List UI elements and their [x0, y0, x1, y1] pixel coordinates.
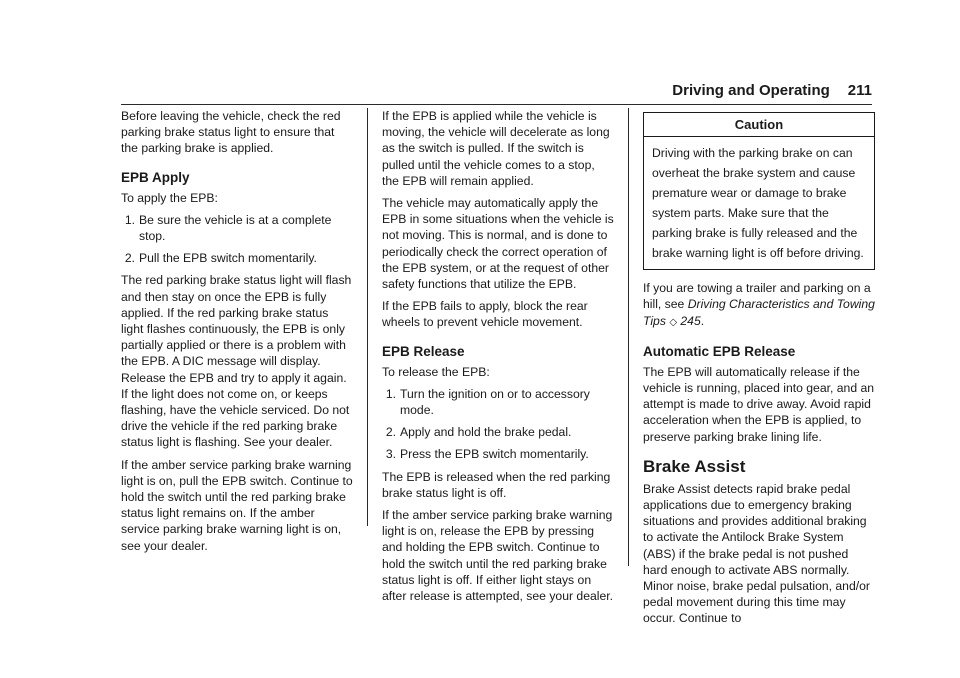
header-rule: [121, 104, 872, 105]
steps-list: [382, 386, 614, 463]
paragraph: The vehicle may automatically apply the EPB in some situations when the vehicle is not moving. This is normal, and is done to periodically check the correct operation of the EPB system, or at the request of other safety functions that utilize the EPB.: [382, 196, 614, 292]
paragraph: If the amber service parking brake warning light is on, release the EPB by pressing and holding the EPB switch. Continue to hold the switch until the red parking brake status light is off. If either light stays on after release is attempted, see your dealer.: [382, 508, 614, 604]
page-header: [672, 82, 872, 99]
step-text: Turn the ignition on or to accessory mode.: [400, 386, 590, 418]
step-text: Pull the EPB switch momentarily.: [139, 251, 317, 266]
paragraph: Before leaving the vehicle, check the red parking brake status light to ensure that the parking brake is applied.: [121, 109, 341, 156]
list-item: [382, 446, 614, 462]
step-text: Apply and hold the brake pedal.: [400, 425, 572, 440]
paragraph: If the EPB is applied while the vehicle is moving, the vehicle will decelerate as long as the switch is pulled. If the switch is pulled until the vehicle comes to a stop, the EPB will remain applied.: [382, 109, 610, 188]
page-number: 211: [847, 82, 872, 99]
step-number: 2.: [385, 425, 396, 440]
paragraph: To release the EPB:: [382, 364, 490, 379]
paragraph: The red parking brake status light will flash and then stay on once the EPB is fully applied. If the red parking brake status light flashes continuously, the EPB is only partially applied or there is a problem with the EPB. A DIC message will display. Release the EPB and try to apply it again. If the light does not come on, or keeps flashing, have the vehicle serviced. Do not drive the vehicle if the red parking brake status light is flashing. See your dealer.: [121, 273, 352, 450]
text-span: .: [700, 313, 705, 328]
step-number: 2.: [124, 251, 135, 266]
paragraph: The EPB will automatically release if the vehicle is running, placed into gear, and an attempt is made to drive away. Avoid rapid acceleration when the EPB is applied, to preserve parking brake lining life.: [643, 364, 875, 444]
list-item: [382, 386, 614, 418]
step-number: 1.: [385, 386, 396, 401]
link-text: Driving Characteristics and Towing Tips: [643, 297, 875, 328]
heading-brake-assist: Brake Assist: [643, 456, 746, 476]
heading-epb-apply: EPB Apply: [121, 169, 190, 185]
step-number: 1.: [124, 212, 135, 227]
text-span: If you are towing a trailer and parking on a hill, see: [643, 281, 871, 312]
page-reference-icon: ◇: [669, 316, 678, 328]
paragraph: To apply the EPB:: [121, 190, 218, 205]
list-item: [121, 250, 353, 266]
column-2: [382, 108, 614, 610]
column-divider-2: [628, 108, 629, 566]
column-3: [643, 108, 875, 633]
heading-automatic-epb-release: Automatic EPB Release: [643, 343, 796, 359]
step-text: Press the EPB switch momentarily.: [400, 447, 589, 462]
column-1: [121, 108, 353, 560]
caution-body: Driving with the parking brake on can overheat the brake system and cause premature wear or damage to brake system parts. Make sure that the parking brake is fully released and the brake warning light is off before driving.: [652, 146, 864, 261]
paragraph: [643, 280, 875, 331]
steps-list: [121, 212, 353, 267]
paragraph: Brake Assist detects rapid brake pedal applications due to emergency braking situations and provides additional braking to activate the Antilock Brake System (ABS) if the brake pedal is not pushed hard enough to activate ABS normally. Minor noise, brake pedal pulsation, and/or pedal movement during this time may occur. Continue to: [643, 481, 870, 626]
step-text: Be sure the vehicle is at a complete stop.: [139, 212, 332, 244]
column-divider-1: [367, 108, 368, 526]
caution-box: [643, 112, 875, 270]
paragraph: If the amber service parking brake warning light is on, pull the EPB switch. Continue to hold the switch until the red parking brake status light remains on. If the amber service parking brake warning light is on, see your dealer.: [121, 457, 353, 553]
section-title: Driving and Operating: [672, 82, 830, 99]
paragraph: The EPB is released when the red parking brake status light is off.: [382, 469, 611, 500]
list-item: [382, 424, 614, 440]
caution-title: Caution: [644, 113, 874, 137]
list-item: [121, 212, 353, 244]
link-page-number: 245: [677, 313, 701, 328]
paragraph: If the EPB fails to apply, block the rear wheels to prevent vehicle movement.: [382, 299, 588, 330]
heading-epb-release: EPB Release: [382, 343, 465, 359]
step-number: 3.: [385, 447, 396, 462]
